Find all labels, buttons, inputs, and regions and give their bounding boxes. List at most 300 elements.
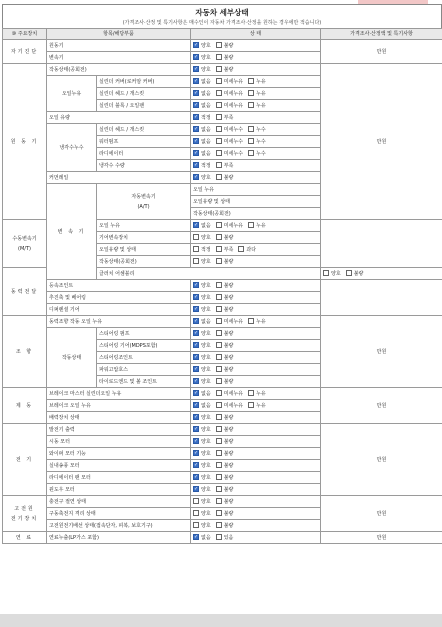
checkbox[interactable]: [248, 222, 254, 228]
state-cell: [191, 496, 321, 508]
checkbox[interactable]: [216, 234, 222, 240]
state-option[interactable]: [193, 101, 211, 111]
price-cell[interactable]: 만원: [321, 40, 442, 64]
state-option[interactable]: [193, 353, 211, 363]
state-option[interactable]: [216, 437, 234, 447]
state-option[interactable]: [216, 233, 234, 243]
option-label: 불량: [223, 42, 234, 49]
state-option[interactable]: [248, 221, 266, 231]
checkbox[interactable]: [216, 282, 222, 288]
checkbox[interactable]: [216, 126, 222, 132]
checkbox[interactable]: [216, 78, 222, 84]
checkbox[interactable]: [193, 174, 199, 180]
state-option[interactable]: [193, 161, 211, 171]
option-label: 양호: [201, 294, 211, 301]
price-cell[interactable]: 만원: [321, 496, 442, 532]
checkbox[interactable]: [216, 366, 222, 372]
checkbox[interactable]: [193, 330, 199, 336]
option-label: 양호: [201, 486, 211, 493]
state-cell: [191, 256, 321, 268]
state-cell: [191, 220, 321, 232]
state-cell: [191, 316, 321, 328]
state-option[interactable]: [193, 65, 211, 75]
checkbox[interactable]: [346, 270, 352, 276]
option-label: 양호: [201, 66, 211, 73]
option-label: 미세누유: [223, 78, 244, 85]
state-option[interactable]: [216, 149, 243, 159]
price-cell[interactable]: 만원: [321, 532, 442, 544]
item-label: 오일유량 및 상태: [191, 196, 321, 208]
checkbox[interactable]: [193, 42, 199, 48]
checkbox[interactable]: [193, 402, 199, 408]
checkbox[interactable]: [248, 150, 254, 156]
option-label: 누유: [256, 78, 266, 85]
option-label: 양호: [201, 450, 211, 457]
checkbox[interactable]: [216, 66, 222, 72]
checkbox[interactable]: [216, 414, 222, 420]
checkbox[interactable]: [193, 54, 199, 60]
state-option[interactable]: [193, 485, 211, 495]
checkbox[interactable]: [248, 390, 254, 396]
state-option[interactable]: [216, 53, 234, 63]
checkbox[interactable]: [216, 162, 222, 168]
state-cell: [191, 400, 321, 412]
checkbox[interactable]: [238, 246, 244, 252]
option-label: 미세누수: [223, 150, 244, 157]
section-label: 제 동: [3, 388, 47, 424]
state-option[interactable]: [193, 509, 211, 519]
option-label: 있음: [223, 534, 234, 541]
option-label: 양호: [201, 330, 211, 337]
state-option[interactable]: [216, 137, 243, 147]
checkbox[interactable]: [193, 102, 199, 108]
option-label: 양호: [201, 282, 211, 289]
option-label: 누유: [256, 90, 266, 97]
checkbox[interactable]: [216, 510, 222, 516]
item-label: 구동축전지 격리 상태: [47, 508, 191, 520]
state-option[interactable]: [193, 221, 211, 231]
state-option[interactable]: [216, 41, 234, 51]
item-label: 스티어링 기어(MDPS포함): [97, 340, 191, 352]
state-option[interactable]: [216, 365, 234, 375]
checkbox[interactable]: [216, 138, 222, 144]
item-label: 클러치 어셈블리: [97, 268, 321, 280]
item-label: 커먼레일: [47, 172, 191, 184]
item-label: 냉각수 수량: [97, 160, 191, 172]
state-option[interactable]: [216, 65, 234, 75]
checkbox[interactable]: [193, 498, 199, 504]
state-option[interactable]: [193, 293, 211, 303]
checkbox[interactable]: [216, 306, 222, 312]
option-label: 불량: [223, 474, 234, 481]
checkbox[interactable]: [216, 174, 222, 180]
item-label: 라디에이터 팬 모터: [47, 472, 191, 484]
state-option[interactable]: [193, 113, 211, 123]
item-label: 배력장치 상태: [47, 412, 191, 424]
item-label: 브레이크 마스터 실린더오일 누유: [47, 388, 191, 400]
checkbox[interactable]: [216, 522, 222, 528]
state-cell: [191, 532, 321, 544]
state-option[interactable]: [216, 89, 243, 99]
price-cell[interactable]: 만원: [321, 64, 442, 220]
option-label: 불량: [223, 522, 234, 529]
state-option[interactable]: [193, 521, 211, 531]
state-cell: [191, 292, 321, 304]
checkbox[interactable]: [216, 330, 222, 336]
state-cell: [191, 388, 321, 400]
state-option[interactable]: [193, 281, 211, 291]
option-label: 불량: [223, 342, 234, 349]
state-cell: [191, 280, 321, 292]
state-option[interactable]: [193, 425, 211, 435]
checkbox[interactable]: [193, 354, 199, 360]
checkbox[interactable]: [193, 366, 199, 372]
state-option[interactable]: [323, 269, 341, 279]
option-label: 적정: [201, 162, 211, 169]
option-label: 양호: [201, 414, 211, 421]
state-cell: [191, 508, 321, 520]
checkbox[interactable]: [193, 522, 199, 528]
state-option[interactable]: [216, 473, 234, 483]
checkbox[interactable]: [248, 90, 254, 96]
state-option[interactable]: [248, 317, 266, 327]
state-option[interactable]: [216, 173, 234, 183]
checkbox[interactable]: [248, 78, 254, 84]
option-label: 없음: [201, 78, 211, 85]
state-option[interactable]: [216, 329, 234, 339]
checkbox[interactable]: [216, 390, 222, 396]
item-label: 타이로드엔드 및 볼 조인트: [97, 376, 191, 388]
state-option[interactable]: [193, 497, 211, 507]
option-label: 양호: [201, 366, 211, 373]
item-label: 브레이크 오일 누유: [47, 400, 191, 412]
state-option[interactable]: [193, 449, 211, 459]
state-option[interactable]: [193, 413, 211, 423]
option-label: 없음: [201, 534, 211, 541]
option-label: 부족: [223, 162, 234, 169]
option-label: 양호: [201, 426, 211, 433]
checkbox[interactable]: [216, 342, 222, 348]
state-option[interactable]: [193, 53, 211, 63]
checkbox[interactable]: [216, 498, 222, 504]
state-option[interactable]: [216, 245, 234, 255]
checkbox[interactable]: [216, 474, 222, 480]
item-label: 실린더 헤드 / 개스킷: [97, 88, 191, 100]
state-option[interactable]: [216, 113, 234, 123]
checkbox[interactable]: [193, 378, 199, 384]
state-option[interactable]: [216, 257, 234, 267]
option-label: 불량: [223, 234, 234, 241]
state-option[interactable]: [216, 77, 243, 87]
state-option[interactable]: [216, 509, 234, 519]
option-label: 없음: [201, 90, 211, 97]
option-label: 양호: [201, 498, 211, 505]
item-label: 라디에이터: [97, 148, 191, 160]
state-cell: [191, 40, 321, 52]
state-option[interactable]: [216, 389, 243, 399]
checkbox[interactable]: [193, 438, 199, 444]
form-title: 자동차 세부상태: [195, 8, 249, 17]
state-option[interactable]: [248, 149, 266, 159]
state-option[interactable]: [216, 401, 243, 411]
price-cell[interactable]: 만원: [321, 388, 442, 424]
state-option[interactable]: [216, 449, 234, 459]
option-label: 불량: [223, 330, 234, 337]
checkbox[interactable]: [193, 474, 199, 480]
checkbox[interactable]: [193, 342, 199, 348]
checkbox[interactable]: [216, 150, 222, 156]
state-option[interactable]: [193, 377, 211, 387]
state-option[interactable]: [193, 77, 211, 87]
state-cell: [191, 88, 321, 100]
item-label: 오일 누유: [191, 184, 321, 196]
state-option[interactable]: [193, 149, 211, 159]
option-label: 부족: [223, 246, 234, 253]
form-title-box: [2, 4, 442, 28]
checkbox[interactable]: [193, 78, 199, 84]
checkbox[interactable]: [248, 402, 254, 408]
checkbox[interactable]: [193, 258, 199, 264]
checkbox[interactable]: [216, 438, 222, 444]
option-label: 없음: [201, 222, 211, 229]
option-label: 없음: [201, 150, 211, 157]
checkbox[interactable]: [216, 402, 222, 408]
option-label: 불량: [223, 354, 234, 361]
item-label: 동력조향 작동 오일 누유: [47, 316, 191, 328]
option-label: 양호: [201, 354, 211, 361]
state-option[interactable]: [193, 473, 211, 483]
checkbox[interactable]: [216, 462, 222, 468]
option-label: 양호: [201, 342, 211, 349]
state-option[interactable]: [216, 533, 234, 543]
table-row: [3, 388, 442, 400]
item-label: 기어변속장치: [97, 232, 191, 244]
state-option[interactable]: [216, 125, 243, 135]
table-row: [3, 280, 442, 292]
state-option[interactable]: [193, 245, 211, 255]
checkbox[interactable]: [193, 306, 199, 312]
checkbox[interactable]: [193, 414, 199, 420]
checkbox[interactable]: [248, 102, 254, 108]
checkbox[interactable]: [216, 42, 222, 48]
checkbox[interactable]: [216, 222, 222, 228]
state-option[interactable]: [216, 293, 234, 303]
option-label: 미세누수: [223, 138, 244, 145]
checkbox[interactable]: [193, 126, 199, 132]
option-label: 불량: [223, 282, 234, 289]
state-option[interactable]: [216, 281, 234, 291]
state-cell: [191, 172, 321, 184]
state-option[interactable]: [193, 89, 211, 99]
option-label: 미세누유: [223, 90, 244, 97]
checkbox[interactable]: [193, 426, 199, 432]
state-option[interactable]: [216, 161, 234, 171]
header-main-device: ⑩ 주요장치: [3, 29, 47, 40]
item-label: 실린더 헤드 / 개스킷: [97, 124, 191, 136]
state-option[interactable]: [193, 401, 211, 411]
state-option[interactable]: [216, 521, 234, 531]
state-option[interactable]: [193, 437, 211, 447]
checkbox[interactable]: [216, 354, 222, 360]
item-label: 파워고압호스: [97, 364, 191, 376]
option-label: 불량: [223, 462, 234, 469]
option-label: 미세누유: [223, 318, 244, 325]
option-label: 양호: [201, 474, 211, 481]
item-label: 고전원전기배선 상태(접속단자, 피복, 보호기구): [47, 520, 191, 532]
state-cell: [191, 112, 321, 124]
checkbox[interactable]: [216, 90, 222, 96]
checkbox[interactable]: [216, 258, 222, 264]
state-option[interactable]: [216, 497, 234, 507]
state-option[interactable]: [193, 317, 211, 327]
checkbox[interactable]: [193, 66, 199, 72]
state-cell: [191, 340, 321, 352]
item-label: 윈도우 모터: [47, 484, 191, 496]
section-label: 변 속 기: [47, 184, 97, 280]
checkbox[interactable]: [248, 126, 254, 132]
state-option[interactable]: [216, 221, 243, 231]
option-label: 불량: [223, 426, 234, 433]
checkbox[interactable]: [216, 246, 222, 252]
subsection-label: 작동상태: [47, 328, 97, 388]
state-option[interactable]: [193, 305, 211, 315]
checkbox[interactable]: [216, 426, 222, 432]
table-row: [3, 532, 442, 544]
option-label: 없음: [201, 138, 211, 145]
option-label: 양호: [201, 510, 211, 517]
item-label: 실린더 블록 / 오일팬: [97, 100, 191, 112]
state-option[interactable]: [193, 461, 211, 471]
state-cell: [191, 376, 321, 388]
state-option[interactable]: [248, 401, 266, 411]
item-label: 작동상태(공회전): [47, 64, 191, 76]
state-option[interactable]: [193, 329, 211, 339]
state-option[interactable]: [346, 269, 364, 279]
state-option[interactable]: [216, 461, 234, 471]
state-option[interactable]: [193, 41, 211, 51]
checkbox[interactable]: [216, 318, 222, 324]
checkbox[interactable]: [193, 114, 199, 120]
item-label: 오일 누유: [97, 220, 191, 232]
option-label: 누수: [256, 138, 266, 145]
checkbox[interactable]: [216, 450, 222, 456]
checkbox[interactable]: [193, 510, 199, 516]
checkbox[interactable]: [193, 294, 199, 300]
option-label: 과다: [246, 246, 257, 253]
state-option[interactable]: [216, 305, 234, 315]
option-label: 없음: [201, 402, 211, 409]
state-option[interactable]: [248, 101, 266, 111]
checkbox[interactable]: [216, 378, 222, 384]
checkbox[interactable]: [193, 234, 199, 240]
state-cell: [191, 244, 321, 256]
item-label: 오일유량 및 상태: [97, 244, 191, 256]
item-label: 실내송풍 모터: [47, 460, 191, 472]
state-option[interactable]: [216, 485, 234, 495]
state-option[interactable]: [248, 125, 266, 135]
checkbox[interactable]: [216, 54, 222, 60]
state-option[interactable]: [248, 137, 266, 147]
checkbox[interactable]: [193, 486, 199, 492]
option-label: 양호: [201, 462, 211, 469]
checkbox[interactable]: [193, 282, 199, 288]
option-label: 없음: [201, 390, 211, 397]
state-option[interactable]: [216, 377, 234, 387]
price-cell[interactable]: 만원: [321, 424, 442, 496]
checkbox[interactable]: [216, 114, 222, 120]
option-label: 누수: [256, 150, 266, 157]
checkbox[interactable]: [216, 102, 222, 108]
table-row: [3, 316, 442, 328]
checkbox[interactable]: [216, 534, 222, 540]
state-option[interactable]: [238, 245, 256, 255]
option-label: 누유: [256, 402, 266, 409]
state-cell: [191, 328, 321, 340]
form-subtitle: (가격조사·산정 및 특기사항은 매수인이 자동차 가격조사·산정을 원하는 경우에만 적습니다): [122, 20, 322, 26]
checkbox[interactable]: [193, 90, 199, 96]
checkbox[interactable]: [216, 486, 222, 492]
price-cell[interactable]: 만원: [321, 316, 442, 388]
state-option[interactable]: [193, 533, 211, 543]
option-label: 미세누유: [223, 222, 244, 229]
checkbox[interactable]: [248, 138, 254, 144]
state-option[interactable]: [216, 425, 234, 435]
header-state: 상 태: [191, 29, 321, 40]
section-label: 연 료: [3, 532, 47, 544]
checkbox[interactable]: [216, 294, 222, 300]
state-option[interactable]: [193, 365, 211, 375]
item-label: 충전구 절연 상태: [47, 496, 191, 508]
state-option[interactable]: [193, 173, 211, 183]
state-option[interactable]: [193, 233, 211, 243]
checkbox[interactable]: [193, 450, 199, 456]
section-label: 동력전달: [3, 268, 47, 316]
option-label: 불량: [223, 66, 234, 73]
state-option[interactable]: [248, 77, 266, 87]
checkbox[interactable]: [323, 270, 329, 276]
state-option[interactable]: [193, 389, 211, 399]
item-label: 추진축 및 베어링: [47, 292, 191, 304]
checkbox[interactable]: [193, 318, 199, 324]
state-option[interactable]: [248, 389, 266, 399]
checkbox[interactable]: [193, 162, 199, 168]
checkbox[interactable]: [193, 222, 199, 228]
state-option[interactable]: [216, 413, 234, 423]
state-option[interactable]: [216, 341, 234, 351]
table-row: [3, 64, 442, 76]
state-option[interactable]: [193, 137, 211, 147]
checkbox[interactable]: [248, 318, 254, 324]
checkbox[interactable]: [193, 534, 199, 540]
checkbox[interactable]: [193, 138, 199, 144]
state-option[interactable]: [216, 101, 243, 111]
checkbox[interactable]: [193, 462, 199, 468]
state-cell: [191, 76, 321, 88]
checkbox[interactable]: [193, 246, 199, 252]
checkbox[interactable]: [193, 390, 199, 396]
state-option[interactable]: [248, 89, 266, 99]
state-option[interactable]: [193, 125, 211, 135]
checkbox[interactable]: [193, 150, 199, 156]
state-option[interactable]: [193, 257, 211, 267]
state-cell: [191, 448, 321, 460]
state-option[interactable]: [216, 353, 234, 363]
state-option[interactable]: [193, 341, 211, 351]
subsection-label: 수동변속기 (M/T): [3, 220, 47, 268]
state-cell: [191, 520, 321, 532]
state-option[interactable]: [216, 317, 243, 327]
state-cell: [191, 124, 321, 136]
